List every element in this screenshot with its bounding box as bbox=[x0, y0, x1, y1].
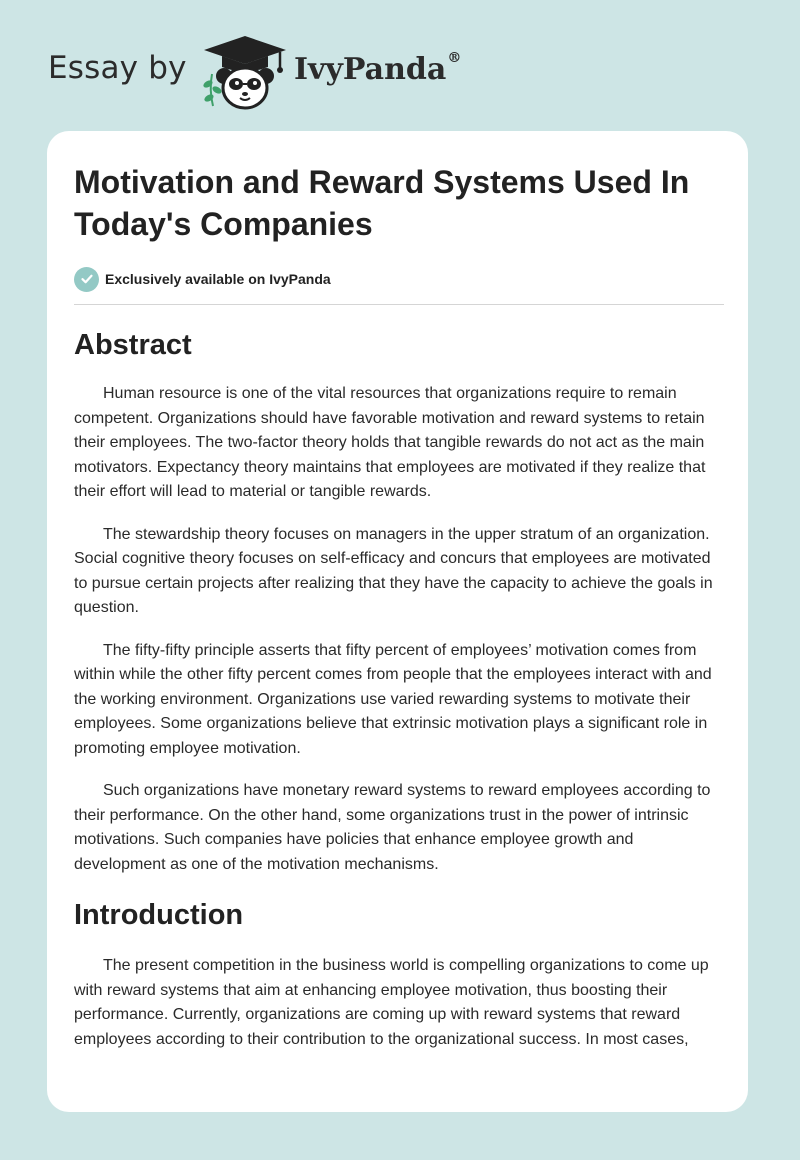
check-icon bbox=[74, 267, 99, 292]
exclusive-badge bbox=[74, 265, 724, 293]
essay-by-label: Essay by bbox=[48, 50, 187, 86]
essay-card bbox=[47, 131, 748, 1112]
title-divider bbox=[74, 304, 724, 305]
brand-text: IvyPanda bbox=[294, 52, 447, 87]
paragraph: The fifty-fifty principle asserts that fifty percent of employees’ motivation comes from within while the other fifty percent comes from people that the employees interact with and the working environment. Organizations use varied rewarding systems to motivate their employees. Some organizations believe that extrinsic motivation plays a significant role in promoting employee motivation. bbox=[74, 641, 712, 757]
exclusive-label: Exclusively available on IvyPanda bbox=[105, 271, 331, 287]
paragraph: The stewardship theory focuses on managers in the upper stratum of an organization. Social cognitive theory focuses on self-efficacy and concurs that employees are motivated to pursue certain projects after realizing that they have the capacity to achieve the goals in question. bbox=[74, 525, 713, 616]
site-header bbox=[48, 32, 748, 112]
paragraph: The present competition in the business world is compelling organizations to come up with reward systems that aim at enhancing employee motivation, thus boosting their performance. Currently, organizations are coming up with reward systems that reward employees according to their contribution to the organizational success. In most cases, bbox=[74, 957, 709, 1048]
paragraph: Human resource is one of the vital resources that organizations require to remain competent. Organizations should have favorable motivation and reward systems to retain their employees. The two-factor theory holds that tangible rewards do not act as the main motivators. Expectancy theory maintains that employees are motivated if they realize that their effort will lead to material or tangible rewards. bbox=[74, 385, 706, 500]
registered-mark: ® bbox=[447, 50, 462, 66]
essay-title: Motivation and Reward Systems Used In Today's Companies bbox=[74, 164, 690, 242]
essay-content bbox=[74, 161, 724, 1052]
brand-name[interactable] bbox=[294, 52, 461, 87]
section-heading-abstract: Abstract bbox=[74, 329, 192, 361]
panda-graduate-logo-icon[interactable] bbox=[200, 34, 290, 112]
section-heading-introduction: Introduction bbox=[74, 899, 244, 931]
paragraph: Such organizations have monetary reward systems to reward employees according to their performance. On the other hand, some organizations trust in the power of intrinsic motivations. Such companies have policies that enhance employee growth and development as one of the motivation mechanisms. bbox=[74, 782, 711, 873]
